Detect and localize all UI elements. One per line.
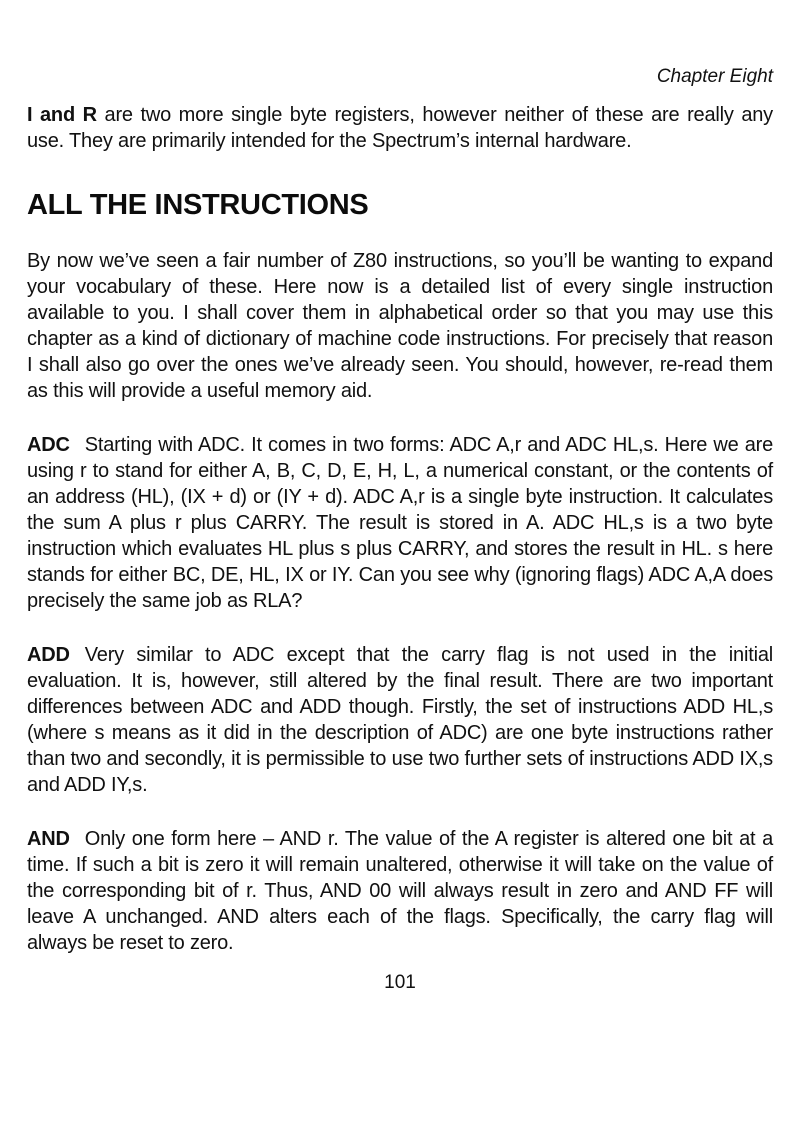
chapter-header: Chapter Eight [656,66,773,87]
intro-text: are two more single byte registers, however neither of these are really any use. They are primarily intended for the Spectrum’s internal hardware. [27,104,773,152]
entry-text: Starting with ADC. It comes in two forms: ADC A,r and ADC HL,s. Here we are using r to stand for either A, B, C, D, E, H, L, a numerical constant, or the contents of an address (HL), (IX + d) or (IY + d). ADC A,r is a single byte instruction. It calculates the sum A plus r plus CARRY. The result is stored in A. ADC HL,s is a two byte instruction which evaluates HL plus s plus CARRY, and stores the result in HL. s here stands for either BC, DE, HL, IX or IY. Can you see why (ignoring flags) ADC A,A does precisely the same job as RLA? [27,434,773,612]
intro-term: I and R [27,104,97,126]
intro-paragraph [27,102,773,154]
section-heading: ALL THE INSTRUCTIONS [27,189,369,221]
lead-paragraph: By now we’ve seen a fair number of Z80 instructions, so you’ll be wanting to expand your vocabulary of these. Here now is a detailed list of every single instruction available to you. I shall cover them in alphabetical order so that you may use this chapter as a kind of dictionary of machine code instructions. For precisely that reason I shall also go over the ones we’ve already seen. You should, however, re-read them as this will provide a useful memory aid. [27,250,773,402]
entry-paragraph-and [27,826,773,956]
entry-paragraph-add [27,642,773,798]
page-number: 101 [384,972,416,993]
entry-term: AND [27,828,70,850]
entry-term: ADC [27,434,70,456]
entry-text: Only one form here – AND r. The value of the A register is altered one bit at a time. If such a bit is zero it will remain unaltered, otherwise it will take on the value of the corresponding bit of r. Thus, AND 00 will always result in zero and AND FF will leave A unchanged. AND alters each of the flags. Specifically, the carry flag will always be reset to zero. [27,828,773,954]
entry-text: Very similar to ADC except that the carry flag is not used in the initial evaluation. It is, however, still altered by the final result. There are two important differences between ADC and ADD though. Firstly, the set of instructions ADD HL,s (where s means as it did in the description of ADC) are one byte instructions rather than two and secondly, it is permissible to use two further sets of instructions ADD IX,s and ADD IY,s. [27,644,773,796]
entry-term: ADD [27,644,70,666]
entry-paragraph-adc [27,432,773,614]
